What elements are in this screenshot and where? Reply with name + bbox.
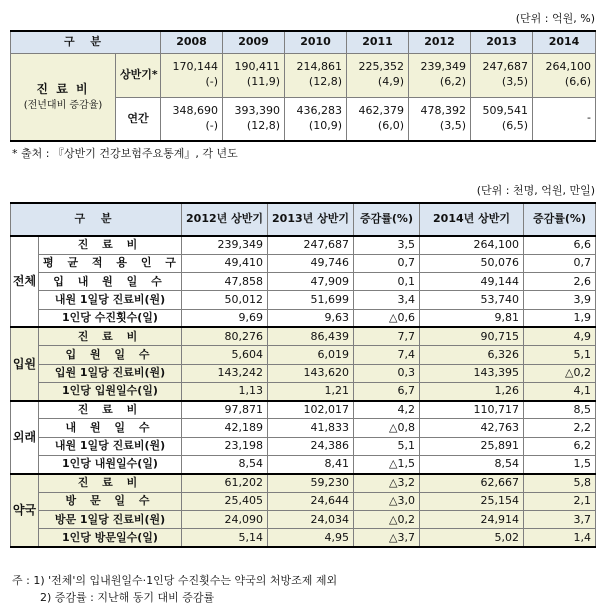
cell: 3,4 (354, 291, 420, 309)
cell: 5,1 (354, 437, 420, 455)
half_values-cell (285, 53, 347, 97)
cell: 42,763 (420, 419, 524, 437)
row-label: 내원 1일당 진료비(원) (39, 437, 182, 455)
rate: (-) (205, 75, 218, 88)
value: 348,690 (172, 103, 218, 117)
cell: 8,54 (182, 456, 268, 474)
cell: 47,858 (182, 273, 268, 291)
cell: 7,4 (354, 346, 420, 364)
row-label: 진 료 비 (39, 401, 182, 419)
value: 509,541 (482, 103, 528, 117)
cell: 1,13 (182, 382, 268, 400)
table-row (11, 254, 596, 272)
annual_values-cell (285, 97, 347, 141)
table-row (11, 437, 596, 455)
cell: 59,230 (268, 474, 354, 492)
header-1: 2012년 상반기 (182, 203, 268, 236)
half-year-label: 상반기* (116, 53, 161, 97)
cell: 1,5 (524, 456, 596, 474)
value: 393,390 (234, 103, 280, 117)
cell: △0,8 (354, 419, 420, 437)
annual_values-cell (471, 97, 533, 141)
cell: △3,0 (354, 492, 420, 510)
header-3: 증감률(%) (354, 203, 420, 236)
annual_values-cell (347, 97, 409, 141)
half_values-cell (471, 53, 533, 97)
half_values-cell (161, 53, 223, 97)
detail-expense-table (10, 202, 596, 548)
header-year-2012: 2012 (409, 31, 471, 53)
cell: 6,326 (420, 346, 524, 364)
header-category: 구 분 (11, 31, 161, 53)
header-4: 2014년 상반기 (420, 203, 524, 236)
rate: (4,9) (377, 75, 404, 88)
table-row (11, 529, 596, 547)
table-row (11, 419, 596, 437)
cell: 49,410 (182, 254, 268, 272)
footnote-1: 주 : 1) '전체'의 입내원일수·1인당 수진횟수는 약국의 처방조제 제외 (12, 574, 338, 587)
cell: 0,7 (354, 254, 420, 272)
cell: 5,02 (420, 529, 524, 547)
value: 264,100 (545, 60, 591, 74)
yoy-label: (전년대비 증감율) (23, 100, 103, 112)
cell: 1,9 (524, 309, 596, 327)
half_values-cell (347, 53, 409, 97)
header-0: 구 분 (11, 203, 182, 236)
cell: 1,21 (268, 382, 354, 400)
half_values-cell (533, 53, 596, 97)
table-row (11, 236, 596, 254)
table2-unit: (단위 : 천명, 억원, 만일) (476, 184, 595, 197)
value: 436,283 (296, 103, 342, 117)
table-row (11, 456, 596, 474)
cell: 49,746 (268, 254, 354, 272)
row-label: 진 료 비 (39, 236, 182, 254)
cell: 80,276 (182, 327, 268, 345)
cell: 143,242 (182, 364, 268, 382)
cell: △0,2 (524, 364, 596, 382)
cell: 9,81 (420, 309, 524, 327)
cell: 24,034 (268, 510, 354, 528)
cell: 53,740 (420, 291, 524, 309)
source-note: * 출처 : 『상반기 건강보험주요통계』, 각 년도 (12, 147, 238, 160)
cell: 143,395 (420, 364, 524, 382)
cell: 247,687 (268, 236, 354, 254)
cell: 143,620 (268, 364, 354, 382)
cell: 9,69 (182, 309, 268, 327)
table-row (11, 474, 596, 492)
cell: 25,154 (420, 492, 524, 510)
group-label-2: 외래 (11, 401, 39, 474)
cell: 8,54 (420, 456, 524, 474)
group-label-3: 약국 (11, 474, 39, 547)
rate: (11,9) (246, 75, 280, 88)
annual_values-cell (223, 97, 285, 141)
cell: 41,833 (268, 419, 354, 437)
cell: 42,189 (182, 419, 268, 437)
cell: 25,405 (182, 492, 268, 510)
rate: (10,9) (308, 118, 342, 132)
cell: 9,63 (268, 309, 354, 327)
cell: 0,7 (524, 254, 596, 272)
cell: 4,95 (268, 529, 354, 547)
cell: △3,2 (354, 474, 420, 492)
table-row (11, 309, 596, 327)
cell: 24,386 (268, 437, 354, 455)
row-label: 1인당 입원일수(일) (39, 382, 182, 400)
cell: 47,909 (268, 273, 354, 291)
value: 225,352 (358, 60, 404, 74)
annual_values-cell (161, 97, 223, 141)
rate: (6,6) (564, 75, 591, 88)
cell: 2,6 (524, 273, 596, 291)
cell: 0,1 (354, 273, 420, 291)
rate: (-) (205, 118, 218, 132)
cell: 5,8 (524, 474, 596, 492)
cell: 3,7 (524, 510, 596, 528)
rate: (12,8) (246, 118, 280, 132)
cell: 7,7 (354, 327, 420, 345)
row-label: 내 원 일 수 (39, 419, 182, 437)
rate: (6,0) (377, 118, 404, 132)
table-row (11, 364, 596, 382)
rate: (6,2) (439, 75, 466, 88)
header-year-2011: 2011 (347, 31, 409, 53)
value: 247,687 (482, 60, 528, 74)
annual_values-cell (533, 97, 596, 141)
half_values-cell (409, 53, 471, 97)
group-label-1: 입원 (11, 327, 39, 400)
value: 478,392 (420, 103, 466, 117)
cell: 2,2 (524, 419, 596, 437)
table-row (11, 291, 596, 309)
cell: 102,017 (268, 401, 354, 419)
row-label: 입원 1일당 진료비(원) (39, 364, 182, 382)
row-label: 입 원 일 수 (39, 346, 182, 364)
header-2: 2013년 상반기 (268, 203, 354, 236)
cell: 90,715 (420, 327, 524, 345)
cell: 2,1 (524, 492, 596, 510)
header-year-2010: 2010 (285, 31, 347, 53)
cell: 5,1 (524, 346, 596, 364)
cell: 110,717 (420, 401, 524, 419)
cell: 86,439 (268, 327, 354, 345)
value: 462,379 (358, 103, 404, 117)
header-row (11, 203, 596, 236)
table-row (11, 327, 596, 345)
cell: 4,2 (354, 401, 420, 419)
footnote-2: 2) 증감률 : 지난해 동기 대비 증감률 (40, 591, 215, 604)
cell: 51,699 (268, 291, 354, 309)
cell: 49,144 (420, 273, 524, 291)
rate: (6,5) (501, 118, 528, 132)
table-row (11, 382, 596, 400)
rate: (3,5) (439, 118, 466, 132)
cell: 8,5 (524, 401, 596, 419)
cell: 8,41 (268, 456, 354, 474)
value: 190,411 (234, 60, 280, 74)
cell: 4,1 (524, 382, 596, 400)
cell: 23,198 (182, 437, 268, 455)
header-year-2009: 2009 (223, 31, 285, 53)
cell: 1,4 (524, 529, 596, 547)
row-label: 진 료 비 (39, 474, 182, 492)
annual-label: 연간 (116, 97, 161, 141)
cell: 5,604 (182, 346, 268, 364)
value: 170,144 (172, 60, 218, 74)
cell: 24,090 (182, 510, 268, 528)
cell: 6,6 (524, 236, 596, 254)
cell: 61,202 (182, 474, 268, 492)
group-label-0: 전체 (11, 236, 39, 327)
cell: △0,2 (354, 510, 420, 528)
row-label: 내원 1일당 진료비(원) (39, 291, 182, 309)
row-label: 1인당 방문일수(일) (39, 529, 182, 547)
row-label: 방문 1일당 진료비(원) (39, 510, 182, 528)
table-row (11, 510, 596, 528)
annual_values-cell (409, 97, 471, 141)
rate: (12,8) (308, 75, 342, 88)
cell: 3,5 (354, 236, 420, 254)
row-label: 1인당 수진횟수(일) (39, 309, 182, 327)
table-row (11, 273, 596, 291)
cell: △1,5 (354, 456, 420, 474)
cell: 239,349 (182, 236, 268, 254)
table-row (11, 401, 596, 419)
yearly-expense-table (10, 30, 596, 142)
header-year-2013: 2013 (471, 31, 533, 53)
cell: 5,14 (182, 529, 268, 547)
header-year-2014: 2014 (533, 31, 596, 53)
row-label: 1인당 내원일수(일) (39, 456, 182, 474)
row-label: 입 내 원 일 수 (39, 273, 182, 291)
row-label: 방 문 일 수 (39, 492, 182, 510)
value: 214,861 (296, 60, 342, 74)
cell: 6,019 (268, 346, 354, 364)
cell: 0,3 (354, 364, 420, 382)
cell: 3,9 (524, 291, 596, 309)
cell: 4,9 (524, 327, 596, 345)
value: - (587, 111, 591, 125)
cell: 6,2 (524, 437, 596, 455)
cell: 97,871 (182, 401, 268, 419)
expense-label: 진 료 비 (36, 81, 90, 96)
cell: 24,644 (268, 492, 354, 510)
table1-unit: (단위 : 억원, %) (515, 12, 595, 25)
cell: 50,076 (420, 254, 524, 272)
half_values-cell (223, 53, 285, 97)
cell: 50,012 (182, 291, 268, 309)
table-row (11, 492, 596, 510)
header-5: 증감률(%) (524, 203, 596, 236)
cell: △3,7 (354, 529, 420, 547)
cell: △0,6 (354, 309, 420, 327)
table-row (11, 346, 596, 364)
row-label: 진 료 비 (39, 327, 182, 345)
cell: 1,26 (420, 382, 524, 400)
rate: (3,5) (501, 75, 528, 88)
row-label: 평 균 적 용 인 구 (39, 254, 182, 272)
header-year-2008: 2008 (161, 31, 223, 53)
value: 239,349 (420, 60, 466, 74)
cell: 25,891 (420, 437, 524, 455)
cell: 6,7 (354, 382, 420, 400)
cell: 62,667 (420, 474, 524, 492)
cell: 24,914 (420, 510, 524, 528)
cell: 264,100 (420, 236, 524, 254)
